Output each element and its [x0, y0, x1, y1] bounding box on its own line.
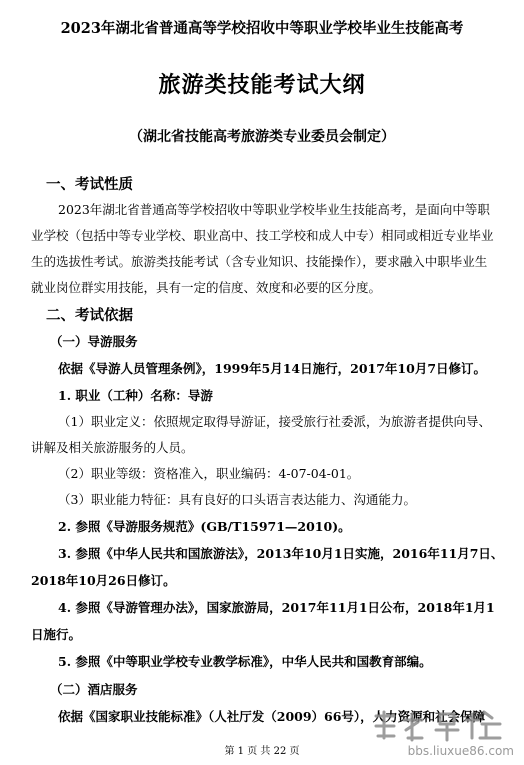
item-line: （3）职业能力特征：具有良好的口头语言表达能力、沟通能力。 [58, 492, 416, 507]
item-line: 日施行。 [31, 627, 82, 642]
section-heading-nature: 一、考试性质 [46, 176, 133, 193]
item-line: 1. 职业（工种）名称：导游 [58, 388, 213, 403]
item-line: 2. 参照《导游服务规范》(GB/T15971—2010)。 [58, 519, 351, 534]
watermark-url: bbs.liuxue86.com [407, 744, 514, 758]
document-sub-title: （湖北省技能高考旅游类专业委员会制定） [129, 129, 395, 145]
item-line: （1）职业定义：依照规定取得导游证，接受旅行社委派，为旅游者提供向导、 [58, 414, 491, 429]
document-main-title: 旅游类技能考试大纲 [158, 72, 366, 98]
item-line: 讲解及相关旅游服务的人员。 [31, 440, 194, 455]
basis-line: 依据《国家职业技能标准》（人社厅发（2009）66号），人力资源和社会保障 [58, 709, 486, 724]
basis-line: 依据《导游人员管理条例》，1999年5月14日施行，2017年10月7日修订。 [58, 361, 487, 376]
watermark-logo [368, 706, 518, 746]
subsection-heading-guide: （一）导游服务 [50, 334, 138, 349]
page-footer: 第 1 页 共 22 页 [224, 746, 300, 757]
paragraph-line: 业学校（包括中等专业学校、职业高中、技工学校和成人中专）相同或相近专业毕业 [31, 228, 494, 243]
item-line: 5. 参照《中等职业学校专业教学标准》，中华人民共和国教育部编。 [58, 654, 432, 669]
item-line: 3. 参照《中华人民共和国旅游法》，2013年10月1日实施，2016年11月7日、 [58, 546, 504, 561]
subsection-heading-hotel: （二）酒店服务 [50, 682, 138, 697]
item-line: （2）职业等级：资格准入，职业编码：4-07-04-01。 [58, 466, 360, 481]
item-line: 4. 参照《导游管理办法》，国家旅游局，2017年11月1日公布，2018年1月1 [58, 600, 495, 615]
item-line: 2018年10月26日修订。 [31, 573, 176, 588]
paragraph-line: 生的选拔性考试。旅游类技能考试（含专业知识、技能操作），要求融入中职毕业生 [31, 254, 488, 269]
document-top-title: 2023年湖北省普通高等学校招收中等职业学校毕业生技能高考 [60, 20, 464, 37]
paragraph-line: 就业岗位群实用技能，具有一定的信度、效度和必要的区分度。 [31, 280, 382, 295]
section-heading-basis: 二、考试依据 [46, 307, 133, 324]
paragraph-line: 2023年湖北省普通高等学校招收中等职业学校毕业生技能高考，是面向中等职 [58, 202, 490, 217]
